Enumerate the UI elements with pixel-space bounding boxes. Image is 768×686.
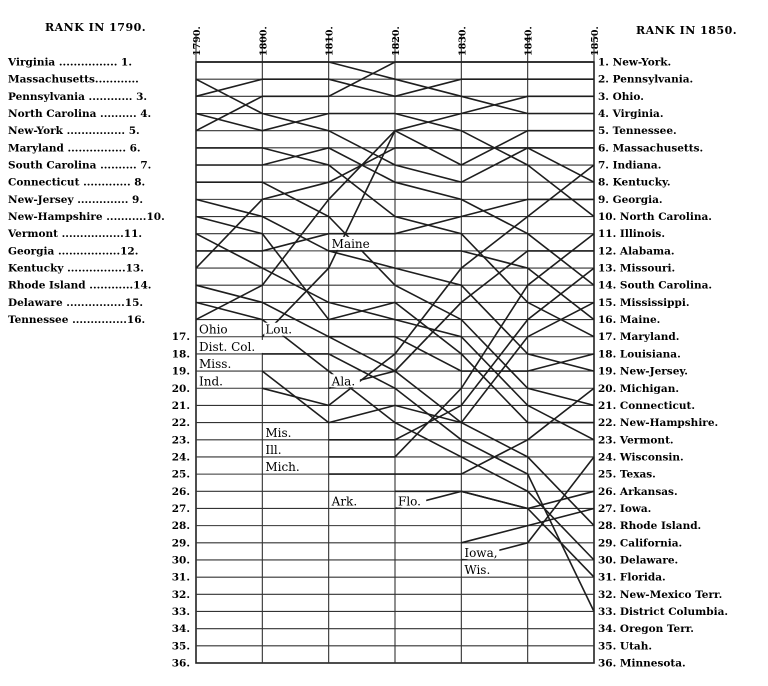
right-rank-label: 20. Michigan. — [598, 382, 679, 395]
entry-annotation: Ill. — [265, 442, 282, 457]
left-rank-label: Maryland ................ 6. — [8, 142, 141, 155]
entry-annotation: Mis. — [265, 425, 292, 440]
rank-number: 17. — [171, 331, 190, 344]
left-rank-label: Connecticut ............. 8. — [8, 176, 146, 189]
right-rank-label: 24. Wisconsin. — [598, 451, 684, 464]
entry-annotation: Ark. — [331, 494, 358, 509]
left-rank-label: New-Hampshire ...........10. — [8, 211, 165, 224]
entry-annotation: Dist. Col. — [199, 339, 256, 354]
right-rank-label: 31. Florida. — [598, 571, 666, 584]
right-rank-label: 6. Massachusetts. — [598, 142, 704, 155]
left-rank-label: Georgia .................12. — [8, 245, 139, 258]
left-rank-label: Tennessee ...............16. — [8, 314, 146, 327]
right-rank-label: 16. Maine. — [598, 314, 661, 327]
rank-number: 29. — [171, 537, 190, 550]
right-rank-label: 10. North Carolina. — [598, 211, 712, 224]
right-rank-label: 32. New-Mexico Terr. — [598, 588, 723, 601]
right-rank-label: 8. Kentucky. — [598, 176, 671, 189]
left-rank-label: Delaware ................15. — [8, 296, 144, 309]
left-rank-label: Massachusetts............ — [8, 73, 139, 86]
right-rank-label: 27. Iowa. — [598, 502, 652, 515]
decade-label: 1840. — [523, 26, 535, 56]
left-rank-label: Rhode Island ............14. — [8, 279, 152, 292]
left-rank-label: Pennsylvania ............ 3. — [8, 90, 148, 103]
right-rank-label: 35. Utah. — [598, 640, 653, 653]
left-rank-label: Kentucky ................13. — [8, 262, 144, 275]
entry-annotation: Miss. — [199, 357, 232, 372]
right-rank-label: 14. South Carolina. — [598, 279, 713, 292]
rank-number: 19. — [171, 365, 190, 378]
right-rank-label: 9. Georgia. — [598, 193, 663, 206]
rank-number: 32. — [171, 588, 190, 601]
entry-annotation: Maine — [331, 236, 370, 251]
right-rank-label: 21. Connecticut. — [598, 399, 695, 412]
rank-number: 24. — [171, 451, 190, 464]
right-rank-label: 5. Tennessee. — [598, 125, 677, 138]
right-rank-label: 36. Minnesota. — [598, 657, 686, 670]
right-rank-label: 15. Mississippi. — [598, 296, 690, 309]
right-rank-label: 33. District Columbia. — [598, 605, 729, 618]
right-rank-label: 7. Indiana. — [598, 159, 662, 172]
left-rank-label: New-Jersey .............. 9. — [8, 193, 143, 206]
right-rank-label: 30. Delaware. — [598, 554, 679, 567]
right-rank-label: 2. Pennsylvania. — [598, 73, 694, 86]
rank-number: 35. — [171, 640, 190, 653]
rank-number: 26. — [171, 485, 190, 498]
right-rank-label: 26. Arkansas. — [598, 485, 678, 498]
rank-number: 18. — [171, 348, 190, 361]
rank-number: 34. — [171, 623, 190, 636]
left-rank-label: Vermont .................11. — [8, 228, 143, 241]
left-rank-label: Virginia ................ 1. — [8, 56, 133, 69]
entry-annotation: Lou. — [265, 322, 293, 337]
decade-label: 1810. — [324, 26, 336, 56]
rank-number: 36. — [171, 657, 190, 670]
right-rank-label: 13. Missouri. — [598, 262, 676, 275]
right-rank-label: 12. Alabama. — [598, 245, 675, 258]
rank-number: 23. — [171, 434, 190, 447]
rank-number: 27. — [171, 502, 190, 515]
right-rank-label: 34. Oregon Terr. — [598, 623, 694, 636]
right-rank-label: 25. Texas. — [598, 468, 656, 481]
decade-label: 1800. — [258, 26, 270, 56]
right-rank-label: 23. Vermont. — [598, 434, 674, 447]
rank-number: 21. — [171, 399, 190, 412]
left-rank-label: South Carolina .......... 7. — [8, 159, 152, 172]
decade-label: 1830. — [457, 26, 469, 56]
decade-label: 1850. — [590, 26, 601, 56]
entry-annotation: Mich. — [265, 460, 300, 475]
left-title: RANK IN 1790. — [45, 21, 147, 34]
right-rank-label: 11. Illinois. — [598, 228, 665, 241]
decade-label: 1790. — [192, 26, 203, 56]
rank-number: 22. — [171, 417, 190, 430]
right-rank-label: 22. New-Hampshire. — [598, 417, 719, 430]
right-title: RANK IN 1850. — [636, 24, 738, 37]
right-rank-label: 4. Virginia. — [598, 108, 664, 121]
rank-line — [262, 302, 594, 422]
rank-number: 33. — [171, 605, 190, 618]
decade-label: 1820. — [391, 26, 402, 56]
entry-annotation: Ohio — [199, 322, 228, 337]
rank-number: 25. — [171, 468, 190, 481]
left-rank-label: North Carolina .......... 4. — [8, 108, 152, 121]
left-rank-label: New-York ................ 5. — [8, 125, 140, 138]
entry-annotation: Wis. — [464, 563, 491, 578]
right-rank-label: 1. New-York. — [598, 56, 672, 69]
right-rank-label: 28. Rhode Island. — [598, 520, 702, 533]
rank-number: 20. — [171, 382, 190, 395]
right-rank-label: 19. New-Jersey. — [598, 365, 688, 378]
rank-number: 31. — [171, 571, 190, 584]
right-rank-label: 18. Louisiana. — [598, 348, 681, 361]
entry-annotation: Ind. — [199, 374, 223, 389]
entry-annotation: Ala. — [331, 374, 356, 389]
right-rank-label: 3. Ohio. — [598, 90, 644, 103]
rank-number: 28. — [171, 520, 190, 533]
right-rank-label: 17. Maryland. — [598, 331, 680, 344]
entry-annotation: Flo. — [398, 494, 421, 509]
entry-annotation: Iowa, — [464, 545, 498, 560]
right-rank-label: 29. California. — [598, 537, 683, 550]
rank-number: 30. — [171, 554, 190, 567]
